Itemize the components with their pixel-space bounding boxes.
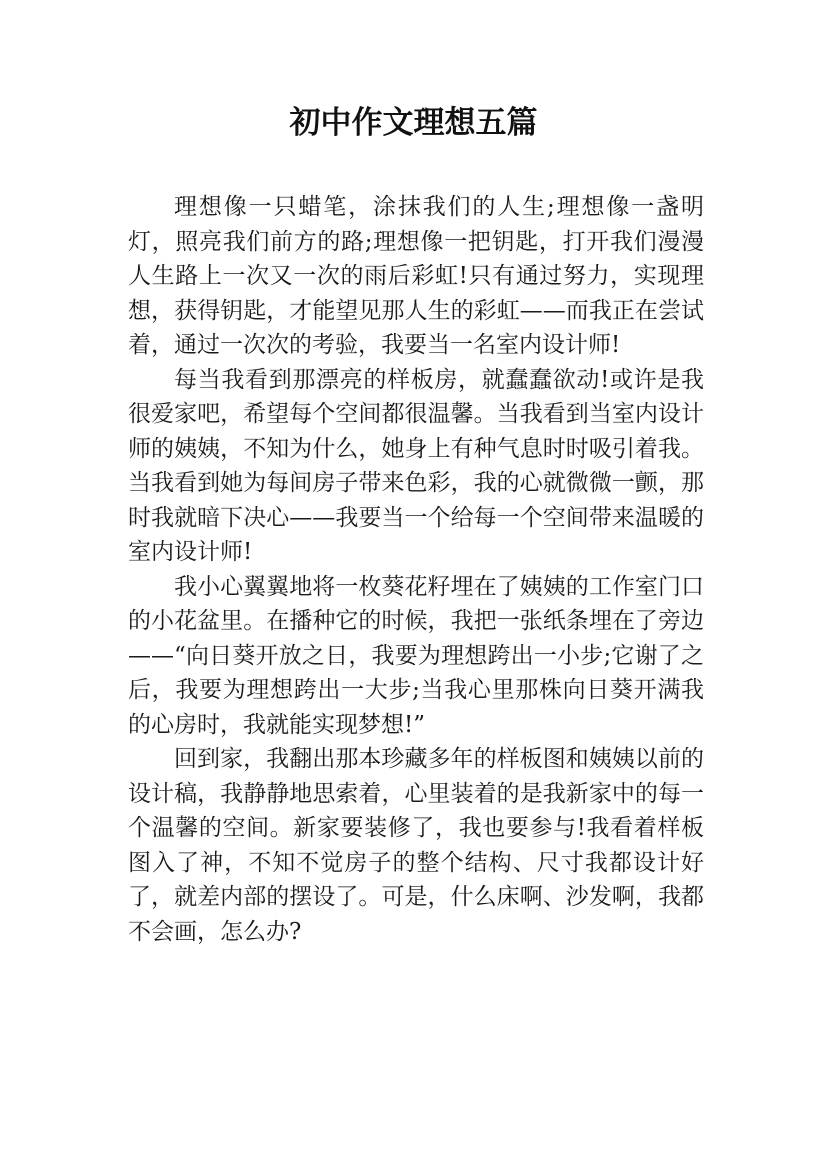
paragraph: 每当我看到那漂亮的样板房，就蠢蠢欲动!或许是我很爱家吧，希望每个空间都很温馨。当我看到当室内设计师的姨姨，不知为什么，她身上有种气息时时吸引着我。当我看到她为每间房子带来色彩，我的心就微微一颤，那时我就暗下决心——我要当一个给每一个空间带来温暖的室内设计师!: [128, 366, 704, 565]
paragraph: 回到家，我翻出那本珍藏多年的样板图和姨姨以前的设计稿，我静静地思索着，心里装着的是我新家中的每一个温馨的空间。新家要装修了，我也要参与!我看着样板图入了神，不知不觉房子的整个结构、尺寸我都设计好了，就差内部的摆设了。可是，什么床啊、沙发啊，我都不会画，怎么办?: [128, 746, 704, 945]
document-title: 初中作文理想五篇: [289, 105, 538, 141]
document-body: [128, 190, 704, 949]
paragraph: 理想像一只蜡笔，涂抹我们的人生;理想像一盏明灯，照亮我们前方的路;理想像一把钥匙，打开我们漫漫人生路上一次又一次的雨后彩虹!只有通过努力，实现理想，获得钥匙，才能望见那人生的彩虹——而我正在尝试着，通过一次次的考验，我要当一名室内设计师!: [128, 194, 704, 358]
paragraph: 我小心翼翼地将一枚葵花籽埋在了姨姨的工作室门口的小花盆里。在播种它的时候，我把一张纸条埋在了旁边——“向日葵开放之日，我要为理想跨出一小步;它谢了之后，我要为理想跨出一大步;当我心里那株向日葵开满我的心房时，我就能实现梦想!”: [128, 573, 704, 738]
